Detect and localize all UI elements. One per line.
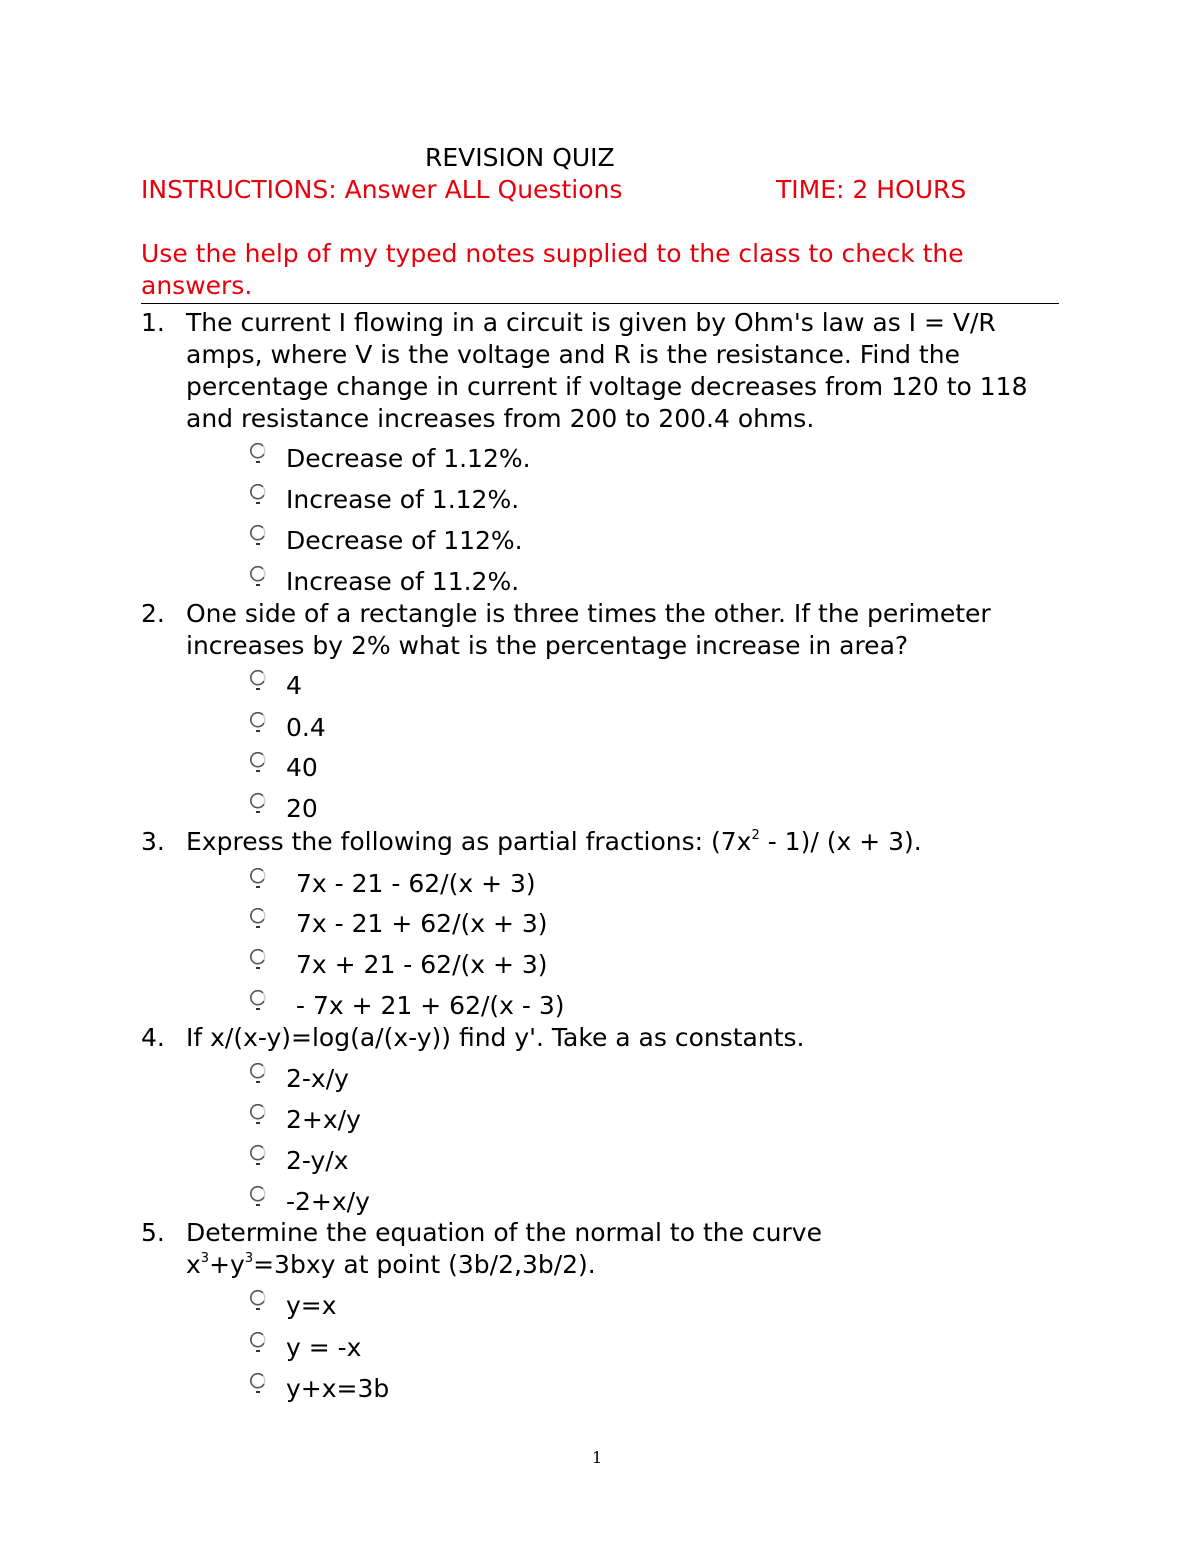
radio-icon[interactable] bbox=[248, 751, 268, 775]
option-label: 7x + 21 - 62/(x + 3) bbox=[296, 950, 548, 979]
question-number: 1. bbox=[141, 308, 165, 337]
question-3 bbox=[141, 826, 1059, 858]
question-text: If x/(x-y)=log(a/(x-y)) find y'. Take a as constants. bbox=[186, 1023, 805, 1052]
question-4 bbox=[141, 1022, 1059, 1054]
option-label: 0.4 bbox=[286, 713, 326, 742]
radio-icon[interactable] bbox=[248, 867, 268, 891]
option-label: 4 bbox=[286, 671, 302, 700]
option-label: y=x bbox=[286, 1291, 337, 1320]
header-divider bbox=[141, 303, 1059, 304]
radio-icon[interactable] bbox=[248, 524, 268, 548]
radio-icon[interactable] bbox=[248, 989, 268, 1013]
instructions-text: INSTRUCTIONS: Answer ALL Questions bbox=[141, 175, 623, 204]
radio-icon[interactable] bbox=[248, 1372, 268, 1396]
question-number: 2. bbox=[141, 599, 165, 628]
question-number: 5. bbox=[141, 1218, 165, 1247]
radio-icon[interactable] bbox=[248, 1103, 268, 1127]
exponent: 3 bbox=[200, 1251, 210, 1266]
option-label: Decrease of 1.12%. bbox=[286, 444, 531, 473]
option-label: y = -x bbox=[286, 1333, 362, 1362]
option-label: - 7x + 21 + 62/(x - 3) bbox=[296, 991, 565, 1020]
instructions-row bbox=[141, 173, 1061, 207]
option-label: Increase of 11.2%. bbox=[286, 567, 520, 596]
option-label: 40 bbox=[286, 753, 318, 782]
radio-icon[interactable] bbox=[248, 669, 268, 693]
question-text: One side of a rectangle is three times the other. If the perimeter increases by 2% what is the percentage increase in area? bbox=[186, 599, 991, 660]
exponent: 2 bbox=[751, 828, 760, 843]
question-5 bbox=[141, 1217, 1059, 1281]
page-title: REVISION QUIZ bbox=[425, 143, 615, 172]
radio-icon[interactable] bbox=[248, 792, 268, 816]
radio-icon[interactable] bbox=[248, 1062, 268, 1086]
question-1 bbox=[141, 307, 1059, 435]
radio-icon[interactable] bbox=[248, 1289, 268, 1313]
radio-icon[interactable] bbox=[248, 1185, 268, 1209]
radio-icon[interactable] bbox=[248, 1144, 268, 1168]
radio-icon[interactable] bbox=[248, 442, 268, 466]
question-text: The current I flowing in a circuit is given by Ohm's law as I = V/R amps, where V is the voltage and R is the resistance. Find the percentage change in current if voltage decreases from 120 to 118 and resistance increases from 200 to 200.4 ohms. bbox=[186, 308, 1028, 433]
question-text: Determine the equation of the normal to the curve $x^3+y^3=3bxy$ at point (3b/2,3b/2). bbox=[186, 1218, 822, 1279]
option-label: 2+x/y bbox=[286, 1105, 361, 1134]
exponent: 3 bbox=[244, 1251, 254, 1266]
question-number: 4. bbox=[141, 1023, 165, 1052]
option-label: Increase of 1.12%. bbox=[286, 485, 520, 514]
question-text: Express the following as partial fractions: $(7x^2 - 1)/$ (x + 3). bbox=[186, 827, 922, 856]
question-2 bbox=[141, 598, 1059, 662]
page-number: 1 bbox=[592, 1448, 603, 1467]
question-number: 3. bbox=[141, 827, 165, 856]
notes-instruction: Use the help of my typed notes supplied to the class to check the answers. bbox=[141, 239, 964, 300]
option-label: 2-x/y bbox=[286, 1064, 349, 1093]
time-limit: TIME: 2 HOURS bbox=[776, 175, 967, 204]
radio-icon[interactable] bbox=[248, 711, 268, 735]
option-label: Decrease of 112%. bbox=[286, 526, 523, 555]
option-label: -2+x/y bbox=[286, 1187, 370, 1216]
radio-icon[interactable] bbox=[248, 1331, 268, 1355]
option-label: 7x - 21 + 62/(x + 3) bbox=[296, 909, 548, 938]
option-label: y+x=3b bbox=[286, 1374, 390, 1403]
radio-icon[interactable] bbox=[248, 907, 268, 931]
option-label: 7x - 21 - 62/(x + 3) bbox=[296, 869, 536, 898]
radio-icon[interactable] bbox=[248, 948, 268, 972]
option-label: 2-y/x bbox=[286, 1146, 349, 1175]
radio-icon[interactable] bbox=[248, 483, 268, 507]
option-label: 20 bbox=[286, 794, 318, 823]
radio-icon[interactable] bbox=[248, 565, 268, 589]
